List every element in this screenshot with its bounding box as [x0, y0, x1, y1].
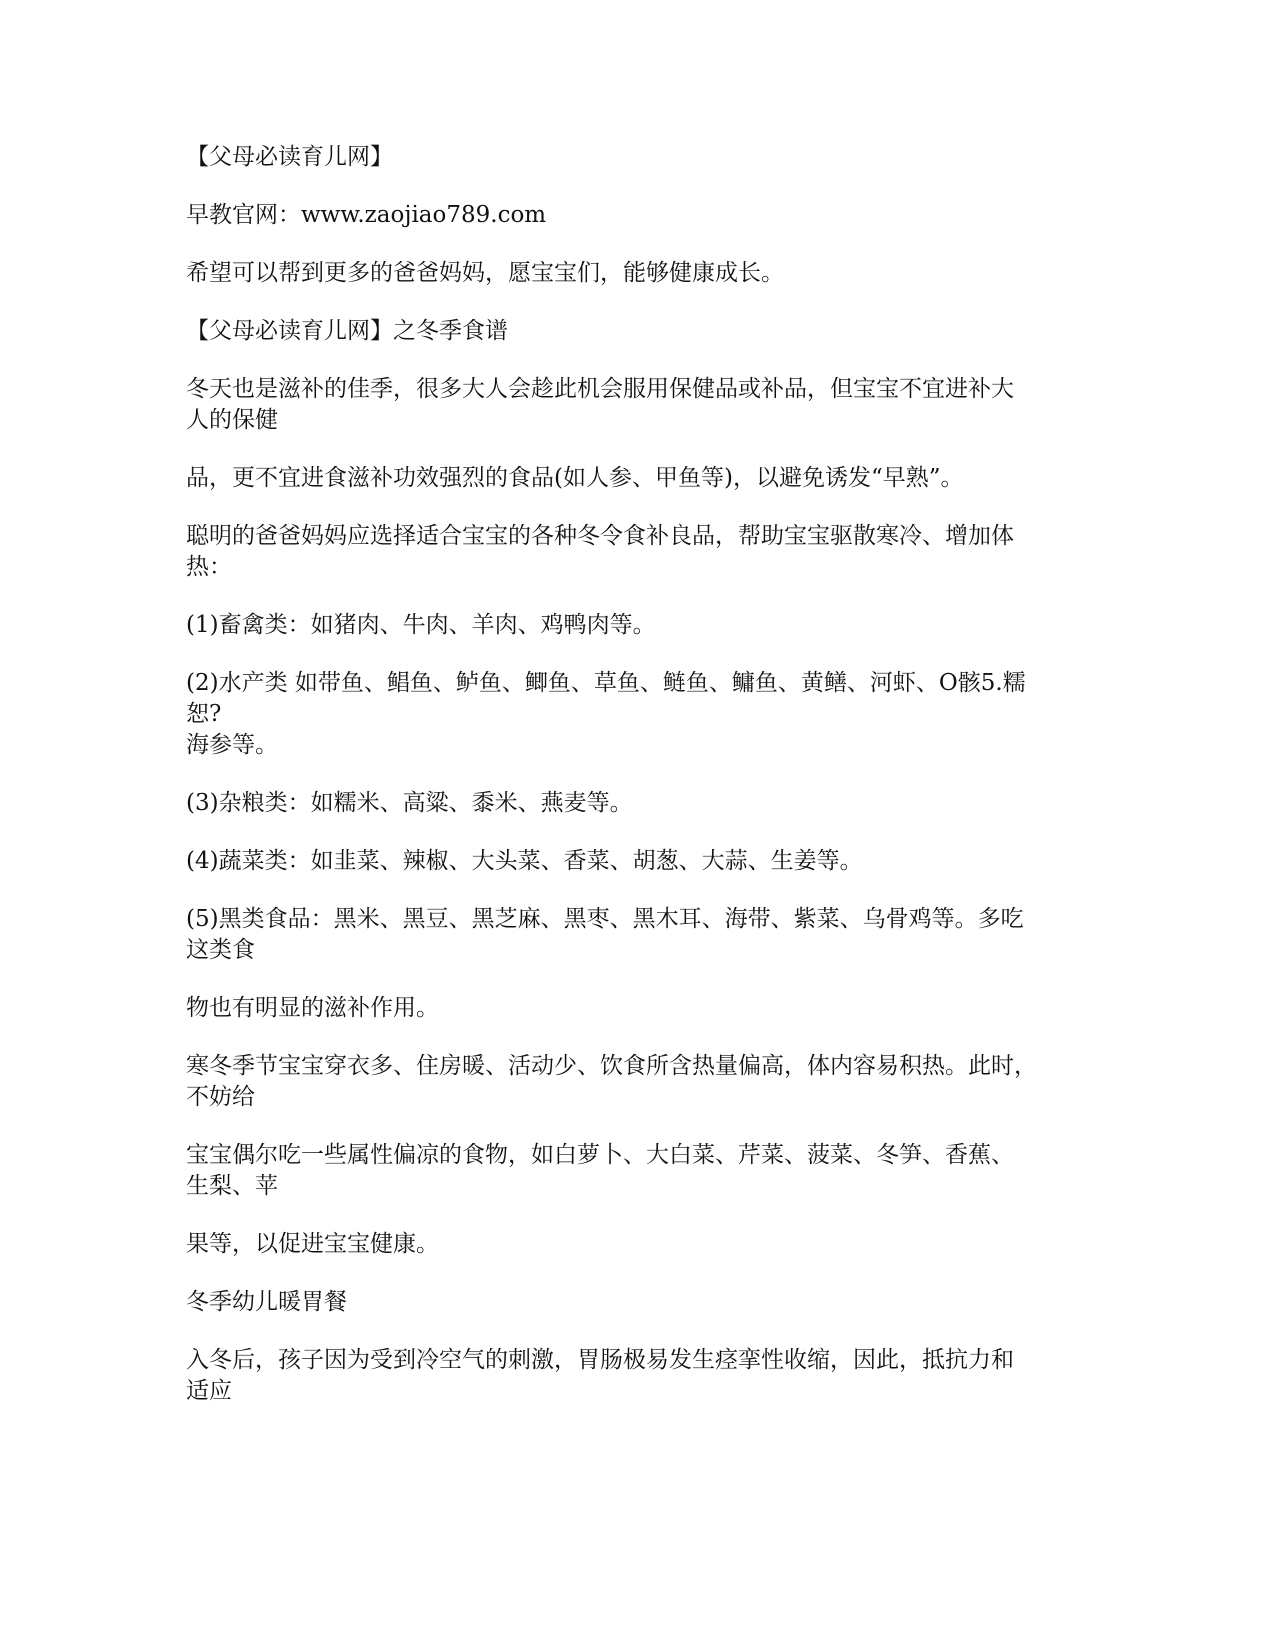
text-line: 恕? [186, 701, 222, 727]
text-line: 入冬后，孩子因为受到冷空气的刺激，胃肠极易发生痉挛性收缩，因此，抵抗力和 [186, 1347, 1014, 1373]
text-line: 品，更不宜进食滋补功效强烈的食品(如人参、甲鱼等)，以避免诱发“早熟”。 [186, 465, 964, 491]
text-line: 希望可以帮到更多的爸爸妈妈，愿宝宝们，能够健康成长。 [186, 260, 784, 286]
list-item [186, 788, 1086, 819]
text-line: 适应 [186, 1378, 232, 1404]
text-line: (5)黑类食品：黑米、黑豆、黑芝麻、黑枣、黑木耳、海带、紫菜、乌骨鸡等。多吃 [186, 906, 1024, 932]
text-line: (2)水产类 如带鱼、鲳鱼、鲈鱼、鲫鱼、草鱼、鲢鱼、鳙鱼、黄鳝、河虾、O骸5.糯 [186, 670, 1026, 696]
text-line: 海参等。 [186, 732, 278, 758]
text-line: 早教官网：www.zaojiao789.com [186, 202, 547, 228]
body-paragraph [186, 374, 1086, 436]
text-line: 聪明的爸爸妈妈应选择适合宝宝的各种冬令食补良品，帮助宝宝驱散寒冷、增加体 [186, 523, 1014, 549]
text-line: (4)蔬菜类：如韭菜、辣椒、大头菜、香菜、胡葱、大蒜、生姜等。 [186, 848, 863, 874]
text-line: 果等，以促进宝宝健康。 [186, 1231, 439, 1257]
list-item [186, 904, 1086, 966]
body-paragraph [186, 1345, 1086, 1407]
body-paragraph [186, 463, 1086, 494]
section-heading [186, 1287, 1086, 1318]
list-item [186, 668, 1086, 761]
section-title [186, 316, 1086, 347]
text-line: 不妨给 [186, 1084, 255, 1110]
greeting-paragraph [186, 258, 1086, 289]
text-line: 生梨、苹 [186, 1173, 278, 1199]
text-line: 【父母必读育儿网】 [186, 144, 393, 170]
text-line: 人的保健 [186, 407, 278, 433]
body-paragraph [186, 993, 1086, 1024]
header-paragraph [186, 142, 1086, 173]
body-paragraph [186, 521, 1086, 583]
body-paragraph [186, 1229, 1086, 1260]
list-item [186, 610, 1086, 641]
text-line: 冬天也是滋补的佳季，很多大人会趁此机会服用保健品或补品，但宝宝不宜进补大 [186, 376, 1014, 402]
text-line: 热： [186, 554, 232, 580]
text-line: 【父母必读育儿网】之冬季食谱 [186, 318, 508, 344]
text-line: 宝宝偶尔吃一些属性偏凉的食物，如白萝卜、大白菜、芹菜、菠菜、冬笋、香蕉、 [186, 1142, 1014, 1168]
list-item [186, 846, 1086, 877]
body-paragraph [186, 1051, 1086, 1113]
website-paragraph [186, 200, 1086, 231]
text-line: (1)畜禽类：如猪肉、牛肉、羊肉、鸡鸭肉等。 [186, 612, 656, 638]
document-body [186, 142, 1086, 1434]
text-line: (3)杂粮类：如糯米、高粱、黍米、燕麦等。 [186, 790, 633, 816]
text-line: 物也有明显的滋补作用。 [186, 995, 439, 1021]
body-paragraph [186, 1140, 1086, 1202]
text-line: 寒冬季节宝宝穿衣多、住房暖、活动少、饮食所含热量偏高，体内容易积热。此时， [186, 1053, 1037, 1079]
text-line: 这类食 [186, 937, 255, 963]
text-line: 冬季幼儿暖胃餐 [186, 1289, 347, 1315]
